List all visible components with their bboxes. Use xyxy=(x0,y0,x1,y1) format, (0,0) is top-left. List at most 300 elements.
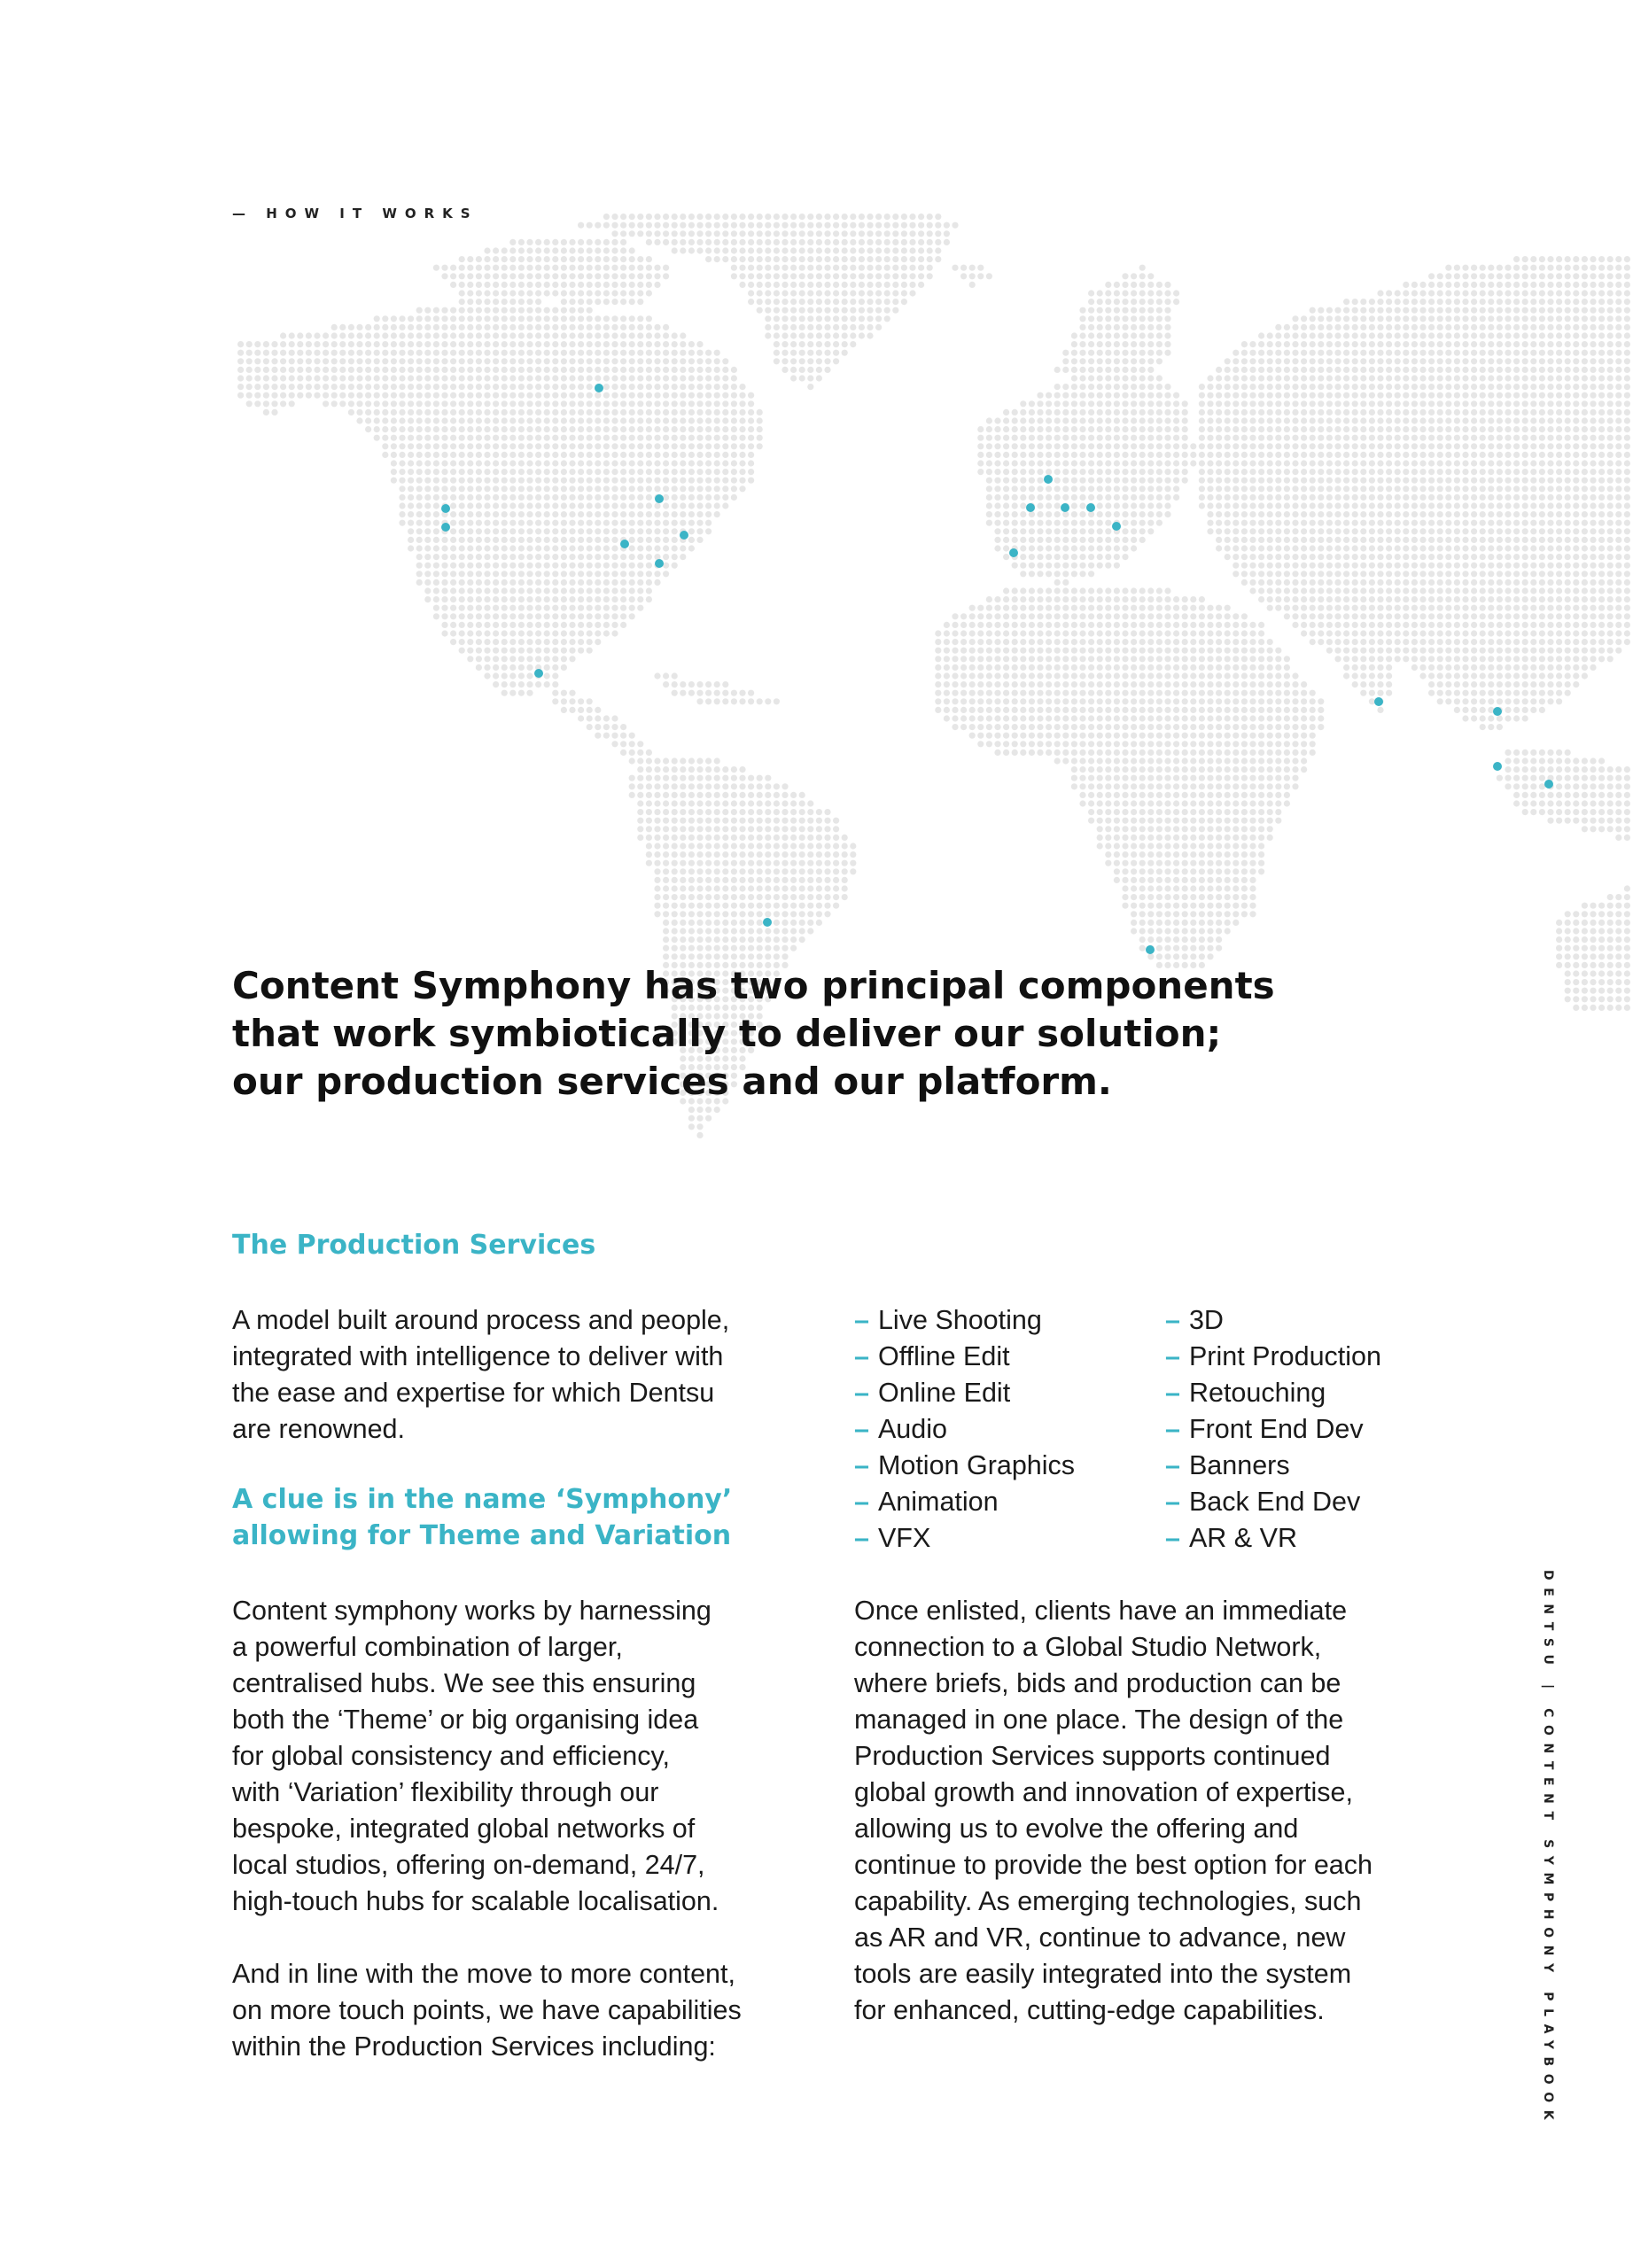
map-dot xyxy=(484,375,490,381)
map-dot xyxy=(1079,315,1085,322)
map-dot xyxy=(339,332,346,338)
map-dot xyxy=(1403,426,1409,432)
map-dot xyxy=(1598,392,1605,399)
map-dot xyxy=(1403,460,1409,466)
map-dot xyxy=(561,452,567,458)
map-dot xyxy=(1343,350,1349,356)
map-dot xyxy=(1462,435,1468,441)
map-dot xyxy=(1173,400,1179,407)
map-dot xyxy=(1334,469,1341,475)
map-dot xyxy=(1565,554,1571,560)
map-dot xyxy=(782,307,788,314)
map-dot xyxy=(1530,341,1536,347)
map-dot xyxy=(1488,613,1494,619)
map-dot xyxy=(1012,563,1018,569)
map-dot xyxy=(1556,358,1562,364)
map-dot xyxy=(1139,341,1146,347)
map-dot xyxy=(1122,358,1128,364)
map-dot xyxy=(1233,545,1239,551)
map-dot xyxy=(672,332,678,338)
map-dot xyxy=(765,239,771,245)
map-dot xyxy=(1097,545,1103,551)
map-dot xyxy=(587,417,593,423)
map-dot xyxy=(1284,358,1290,364)
map-dot xyxy=(1207,452,1213,458)
map-dot xyxy=(757,435,763,441)
map-dot xyxy=(595,469,601,475)
map-dot xyxy=(1241,341,1248,347)
map-dot xyxy=(757,307,763,314)
map-dot xyxy=(595,222,601,229)
map-dot xyxy=(544,587,550,594)
map-dot xyxy=(739,485,745,492)
map-dot xyxy=(561,375,567,381)
map-dot xyxy=(271,367,277,373)
map-dot xyxy=(1131,367,1137,373)
map-dot xyxy=(1530,435,1536,441)
map-dot xyxy=(331,341,338,347)
map-dot xyxy=(502,384,508,390)
map-dot xyxy=(1598,571,1605,577)
map-dot xyxy=(1539,392,1545,399)
map-dot xyxy=(1318,315,1324,322)
map-dot xyxy=(1199,443,1205,449)
map-dot xyxy=(578,426,584,432)
map-dot xyxy=(502,307,508,314)
map-dot xyxy=(1310,392,1316,399)
map-dot xyxy=(1615,282,1621,288)
map-dot xyxy=(595,247,601,253)
map-dot xyxy=(1241,630,1248,636)
map-dot xyxy=(1147,520,1154,526)
map-dot xyxy=(1411,315,1418,322)
map-dot xyxy=(611,502,618,509)
map-dot xyxy=(1164,452,1170,458)
map-dot xyxy=(1582,511,1588,517)
map-dot xyxy=(561,469,567,475)
map-dot xyxy=(1624,502,1630,509)
map-dot xyxy=(1225,392,1231,399)
map-dot xyxy=(1233,478,1239,484)
map-dot xyxy=(1284,426,1290,432)
map-dot xyxy=(1258,332,1264,338)
map-dot xyxy=(1607,571,1614,577)
map-dot xyxy=(1352,315,1358,322)
map-dot xyxy=(1428,443,1435,449)
map-dot xyxy=(493,485,499,492)
map-dot xyxy=(901,299,907,305)
map-dot xyxy=(1097,290,1103,296)
map-dot xyxy=(1139,409,1146,416)
map-dot xyxy=(1471,315,1477,322)
map-dot xyxy=(714,443,720,449)
map-dot xyxy=(799,239,805,245)
map-dot xyxy=(1480,341,1486,347)
map-dot xyxy=(918,222,924,229)
map-dot xyxy=(1267,358,1273,364)
map-dot xyxy=(552,384,558,390)
map-dot xyxy=(1505,579,1511,586)
map-dot xyxy=(1164,282,1170,288)
map-dot xyxy=(467,290,473,296)
map-dot xyxy=(620,350,626,356)
map-dot xyxy=(842,324,848,330)
map-dot xyxy=(774,350,780,356)
map-dot xyxy=(1020,417,1026,423)
map-dot xyxy=(696,494,703,501)
map-dot xyxy=(637,282,643,288)
map-dot xyxy=(416,332,423,338)
map-dot xyxy=(1590,622,1596,628)
map-dot xyxy=(1147,511,1154,517)
map-dot xyxy=(1437,478,1443,484)
map-dot xyxy=(1395,537,1401,543)
map-dot xyxy=(374,400,380,407)
map-dot xyxy=(526,273,533,279)
map-dot xyxy=(1445,315,1451,322)
map-dot xyxy=(544,273,550,279)
map-dot xyxy=(654,265,660,271)
map-dot xyxy=(807,384,813,390)
map-dot xyxy=(1573,426,1579,432)
map-dot xyxy=(672,520,678,526)
map-dot xyxy=(1539,315,1545,322)
map-dot xyxy=(859,273,865,279)
map-dot xyxy=(1173,630,1179,636)
map-dot xyxy=(799,307,805,314)
map-dot xyxy=(1607,426,1614,432)
map-dot xyxy=(1156,443,1163,449)
map-dot xyxy=(1513,605,1520,611)
map-dot xyxy=(1522,392,1528,399)
map-dot xyxy=(416,443,423,449)
map-dot xyxy=(1573,485,1579,492)
map-dot xyxy=(535,256,541,262)
map-dot xyxy=(518,409,525,416)
map-dot xyxy=(1284,469,1290,475)
map-dot xyxy=(1029,571,1035,577)
map-dot xyxy=(441,315,447,322)
map-dot xyxy=(484,469,490,475)
map-dot xyxy=(1046,630,1052,636)
map-dot xyxy=(476,367,482,373)
map-dot xyxy=(399,443,405,449)
map-dot xyxy=(1310,358,1316,364)
map-dot xyxy=(459,299,465,305)
map-dot xyxy=(1615,494,1621,501)
map-dot xyxy=(1029,485,1035,492)
map-dot xyxy=(1029,469,1035,475)
map-dot xyxy=(663,435,669,441)
map-dot xyxy=(637,332,643,338)
map-dot xyxy=(1403,630,1409,636)
map-dot xyxy=(824,324,830,330)
map-dot xyxy=(1377,426,1383,432)
map-dot xyxy=(509,375,516,381)
map-dot xyxy=(467,384,473,390)
map-dot xyxy=(569,613,575,619)
map-dot xyxy=(569,384,575,390)
map-dot xyxy=(1615,426,1621,432)
map-dot xyxy=(1071,605,1077,611)
map-dot xyxy=(1301,350,1307,356)
map-dot xyxy=(441,435,447,441)
map-dot xyxy=(824,332,830,338)
map-dot xyxy=(816,307,822,314)
map-dot xyxy=(441,307,447,314)
map-dot xyxy=(424,332,431,338)
map-dot xyxy=(1598,443,1605,449)
map-dot xyxy=(714,230,720,237)
map-dot xyxy=(799,265,805,271)
map-dot xyxy=(1624,563,1630,569)
map-dot xyxy=(502,350,508,356)
map-dot xyxy=(1454,367,1460,373)
map-dot xyxy=(1225,502,1231,509)
map-dot xyxy=(1513,469,1520,475)
map-dot xyxy=(1386,494,1392,501)
map-dot xyxy=(1258,511,1264,517)
map-dot xyxy=(1598,511,1605,517)
map-dot xyxy=(705,400,712,407)
map-dot xyxy=(587,307,593,314)
map-dot xyxy=(433,409,439,416)
map-dot xyxy=(1114,315,1120,322)
map-dot xyxy=(595,520,601,526)
map-dot xyxy=(757,426,763,432)
map-dot xyxy=(1012,596,1018,602)
map-dot xyxy=(1114,613,1120,619)
map-dot xyxy=(1360,571,1366,577)
map-dot xyxy=(493,417,499,423)
map-dot xyxy=(561,290,567,296)
map-dot xyxy=(1547,417,1553,423)
map-dot xyxy=(1182,605,1188,611)
map-dot xyxy=(1267,579,1273,586)
map-dot xyxy=(246,350,253,356)
map-dot xyxy=(1020,563,1026,569)
map-dot xyxy=(731,452,737,458)
map-dot xyxy=(1480,299,1486,305)
map-dot xyxy=(323,358,329,364)
map-dot xyxy=(1233,409,1239,416)
map-dot xyxy=(927,214,933,220)
map-dot xyxy=(1318,545,1324,551)
map-dot xyxy=(1164,384,1170,390)
map-dot xyxy=(850,282,856,288)
map-dot xyxy=(1590,460,1596,466)
map-dot xyxy=(1556,502,1562,509)
map-dot xyxy=(620,265,626,271)
map-dot xyxy=(1114,435,1120,441)
map-dot xyxy=(1598,587,1605,594)
map-dot xyxy=(416,460,423,466)
map-dot xyxy=(833,256,839,262)
map-dot xyxy=(1428,392,1435,399)
map-dot xyxy=(739,282,745,288)
map-dot xyxy=(1480,511,1486,517)
map-dot xyxy=(1565,587,1571,594)
map-dot xyxy=(714,494,720,501)
map-dot xyxy=(824,256,830,262)
map-dot xyxy=(875,230,882,237)
map-dot xyxy=(433,315,439,322)
map-dot xyxy=(986,485,992,492)
map-dot xyxy=(271,375,277,381)
map-dot xyxy=(1419,426,1426,432)
map-dot xyxy=(552,282,558,288)
map-dot xyxy=(569,273,575,279)
map-dot xyxy=(484,409,490,416)
map-dot xyxy=(1513,545,1520,551)
map-dot xyxy=(1156,596,1163,602)
map-dot xyxy=(1046,596,1052,602)
map-dot xyxy=(1301,324,1307,330)
map-dot xyxy=(688,384,695,390)
map-dot xyxy=(254,384,261,390)
map-dot xyxy=(1003,409,1009,416)
map-dot xyxy=(1624,494,1630,501)
map-dot xyxy=(782,315,788,322)
map-dot xyxy=(518,324,525,330)
map-dot xyxy=(790,282,797,288)
map-dot xyxy=(502,545,508,551)
map-dot xyxy=(1488,341,1494,347)
map-dot xyxy=(1505,375,1511,381)
map-dot xyxy=(459,571,465,577)
map-dot xyxy=(1105,605,1111,611)
map-dot xyxy=(1386,375,1392,381)
map-dot xyxy=(441,613,447,619)
map-dot xyxy=(544,384,550,390)
map-dot xyxy=(1360,596,1366,602)
map-dot xyxy=(587,350,593,356)
map-dot xyxy=(1582,290,1588,296)
map-dot xyxy=(1352,426,1358,432)
map-dot xyxy=(1343,596,1349,602)
map-dot xyxy=(518,332,525,338)
map-dot xyxy=(672,469,678,475)
map-dot xyxy=(1539,494,1545,501)
map-dot xyxy=(850,214,856,220)
map-dot xyxy=(1454,332,1460,338)
map-dot xyxy=(424,596,431,602)
map-dot xyxy=(646,502,652,509)
map-dot xyxy=(688,511,695,517)
map-dot xyxy=(1131,537,1137,543)
map-dot xyxy=(892,265,898,271)
map-dot xyxy=(1029,460,1035,466)
map-dot xyxy=(1046,537,1052,543)
map-dot xyxy=(1029,528,1035,534)
map-dot xyxy=(654,400,660,407)
map-dot xyxy=(1352,537,1358,543)
map-dot xyxy=(663,417,669,423)
map-dot xyxy=(493,579,499,586)
map-dot xyxy=(1301,315,1307,322)
map-dot xyxy=(1437,571,1443,577)
map-dot xyxy=(493,307,499,314)
map-dot xyxy=(1462,485,1468,492)
map-dot xyxy=(1003,587,1009,594)
map-dot xyxy=(1437,299,1443,305)
map-dot xyxy=(663,452,669,458)
map-dot xyxy=(1054,367,1061,373)
map-dot xyxy=(1488,299,1494,305)
map-dot xyxy=(1607,452,1614,458)
map-dot xyxy=(1462,426,1468,432)
map-dot xyxy=(1454,485,1460,492)
map-dot xyxy=(526,392,533,399)
map-dot xyxy=(1284,384,1290,390)
map-dot xyxy=(722,478,728,484)
map-dot xyxy=(620,469,626,475)
map-dot xyxy=(901,222,907,229)
map-dot xyxy=(807,230,813,237)
map-dot xyxy=(509,324,516,330)
map-dot xyxy=(620,443,626,449)
map-dot xyxy=(1352,520,1358,526)
map-dot xyxy=(1343,435,1349,441)
map-dot xyxy=(1522,528,1528,534)
map-dot xyxy=(1326,520,1333,526)
map-dot xyxy=(484,350,490,356)
map-dot xyxy=(348,375,354,381)
map-dot xyxy=(875,324,882,330)
map-dot xyxy=(433,605,439,611)
map-dot xyxy=(544,358,550,364)
map-dot xyxy=(1071,478,1077,484)
map-dot xyxy=(1369,400,1375,407)
map-dot xyxy=(1062,563,1069,569)
map-dot xyxy=(1505,273,1511,279)
map-dot xyxy=(994,426,1000,432)
map-dot xyxy=(1071,537,1077,543)
map-dot xyxy=(1530,520,1536,526)
map-dot xyxy=(1079,494,1085,501)
map-dot xyxy=(1369,443,1375,449)
map-dot xyxy=(799,324,805,330)
map-dot xyxy=(1131,290,1137,296)
map-dot xyxy=(850,290,856,296)
map-dot xyxy=(1437,417,1443,423)
map-dot xyxy=(1582,315,1588,322)
map-dot xyxy=(892,256,898,262)
map-dot xyxy=(526,478,533,484)
map-dot xyxy=(1105,350,1111,356)
map-dot xyxy=(1445,367,1451,373)
map-dot xyxy=(807,290,813,296)
map-dot xyxy=(688,239,695,245)
map-dot xyxy=(1046,435,1052,441)
map-dot xyxy=(433,563,439,569)
map-dot xyxy=(1012,511,1018,517)
map-dot xyxy=(654,358,660,364)
map-dot xyxy=(748,273,754,279)
map-dot xyxy=(1284,341,1290,347)
map-dot xyxy=(1573,520,1579,526)
map-dot xyxy=(1445,417,1451,423)
map-dot xyxy=(1615,375,1621,381)
map-dot xyxy=(561,494,567,501)
map-dot xyxy=(569,528,575,534)
map-dot xyxy=(1054,417,1061,423)
map-dot xyxy=(561,485,567,492)
map-dot xyxy=(1607,400,1614,407)
map-dot xyxy=(254,341,261,347)
map-dot xyxy=(408,392,414,399)
map-dot xyxy=(672,358,678,364)
